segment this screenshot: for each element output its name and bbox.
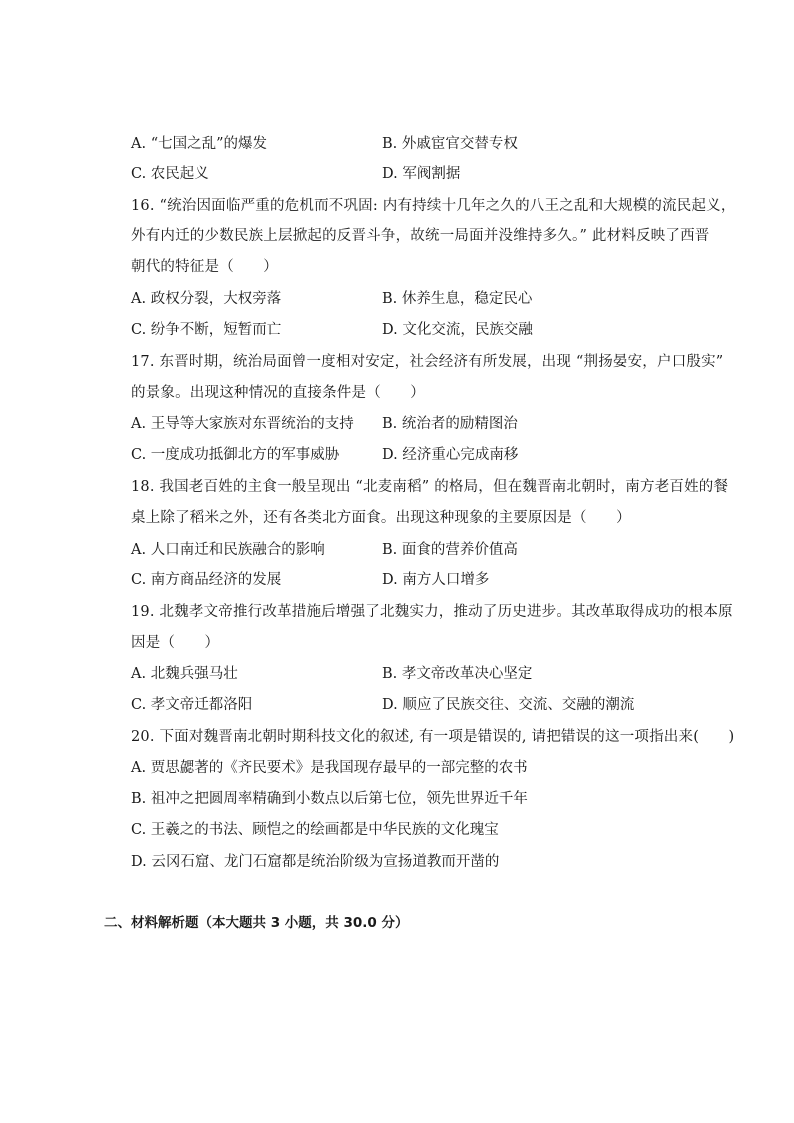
q19-option-c: C. 孝文帝迁都洛阳 [131,697,253,713]
q18-option-b: B. 面食的营养价值高 [382,542,518,558]
q20-option-d: D. 云冈石窟、龙门石窟都是统治阶级为宣扬道教而开凿的 [131,854,500,870]
q18-stem-line-2: 桌上除了稻米之外，还有各类北方面食。出现这种现象的主要原因是（ ） [131,510,631,526]
q15-option-a: A. “七国之乱”的爆发 [131,136,268,152]
q20-option-a: A. 贾思勰著的《齐民要术》是我国现存最早的一部完整的农书 [131,760,528,776]
q19-option-d: D. 顺应了民族交往、交流、交融的潮流 [382,697,635,713]
q15-option-b: B. 外戚宦官交替专权 [382,136,518,152]
q17-stem-line-2: 的景象。出现这种情况的直接条件是（ ） [131,385,425,401]
q20-option-b: B. 祖冲之把圆周率精确到小数点以后第七位，领先世界近千年 [131,791,528,807]
q18-option-a: A. 人口南迁和民族融合的影响 [131,542,325,558]
q20-option-c: C. 王羲之的书法、顾恺之的绘画都是中华民族的文化瑰宝 [131,822,499,838]
q17-option-c: C. 一度成功抵御北方的军事威胁 [131,447,340,463]
section-2-title: 二、材料解析题（本大题共 3 小题，共 30.0 分） [104,915,409,931]
q18-option-d: D. 南方人口增多 [382,572,490,588]
q19-option-a: A. 北魏兵强马壮 [131,666,238,682]
q15-option-c: C. 农民起义 [131,166,209,182]
q16-stem-line-1: 16. “统治因面临严重的危机而不巩固: 内有持续十几年之久的八王之乱和大规模的流民起义， [131,198,736,214]
q17-stem-line-1: 17. 东晋时期，统治局面曾一度相对安定，社会经济有所发展，出现 “荆扬晏安，户口殷实” [131,354,724,370]
q18-option-c: C. 南方商品经济的发展 [131,572,282,588]
q16-stem-line-3: 朝代的特征是（ ） [131,259,278,275]
q17-option-a: A. 王导等大家族对东晋统治的支持 [131,416,354,432]
q16-stem-line-2: 外有内迁的少数民族上层掀起的反晋斗争，故统一局面并没维持多久。” 此材料反映了西晋 [131,228,710,244]
q20-stem-line-1: 20. 下面对魏晋南北朝时期科技文化的叙述, 有一项是错误的, 请把错误的这一项指出来( ) [131,729,735,745]
q15-option-d: D. 军阀割据 [382,166,461,182]
q16-option-a: A. 政权分裂，大权旁落 [131,291,282,307]
q19-option-b: B. 孝文帝改革决心坚定 [382,666,533,682]
q17-option-b: B. 统治者的励精图治 [382,416,518,432]
q19-stem-line-1: 19. 北魏孝文帝推行改革措施后增强了北魏实力，推动了历史进步。其改革取得成功的根本原 [131,604,733,620]
q18-stem-line-1: 18. 我国老百姓的主食一般呈现出 “北麦南稻” 的格局，但在魏晋南北朝时，南方老百姓的餐 [131,479,729,495]
q16-option-c: C. 纷争不断，短暂而亡 [131,322,282,338]
q16-option-b: B. 休养生息，稳定民心 [382,291,533,307]
q19-stem-line-2: 因是（ ） [131,635,220,651]
q17-option-d: D. 经济重心完成南移 [382,447,519,463]
q16-option-d: D. 文化交流，民族交融 [382,322,533,338]
